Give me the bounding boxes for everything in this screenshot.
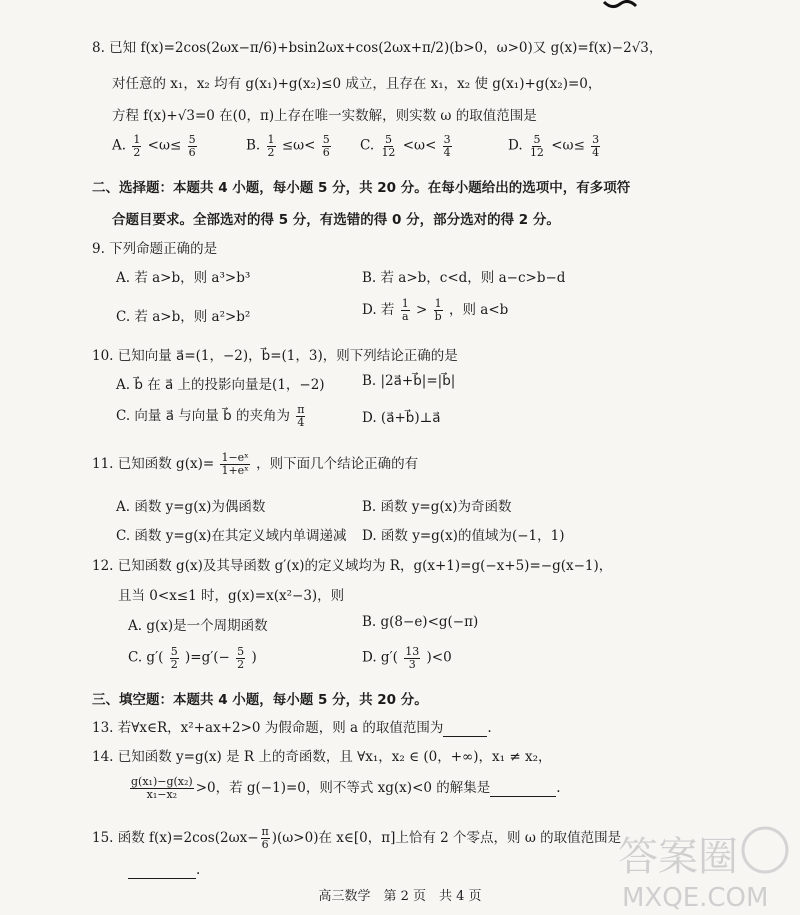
q13-answer-blank[interactable] <box>443 720 487 737</box>
q10-option-d[interactable]: D. (a⃗+b⃗)⊥a⃗ <box>362 410 441 426</box>
q8-option-b[interactable]: B. $\frac{1}{2}$ ≤ω< $\frac{5}{6}$ <box>246 133 330 159</box>
q8-option-a[interactable]: A. $\frac{1}{2}$ <ω≤ $\frac{5}{6}$ <box>112 133 196 159</box>
q12-option-c[interactable]: C. g′( $\frac{5}{2}$ )=g′(− $\frac{5}{2}$ ) <box>128 645 257 671</box>
q12-line2: 且当 0<x≤1 时，g(x)=x(x²−3)，则 <box>118 588 345 604</box>
section2-line1: 二、选择题：本题共 4 小题，每小题 5 分，共 20 分。在每小题给出的选项中，有多项符 <box>92 180 631 196</box>
q12-option-a[interactable]: A. g(x)是一个周期函数 <box>128 618 268 634</box>
q10-option-b[interactable]: B. |2a⃗+b⃗|=|b⃗| <box>362 373 456 389</box>
section3-header: 三、填空题：本题共 4 小题，每小题 5 分，共 20 分。 <box>92 692 428 708</box>
q10-option-c[interactable]: C. 向量 a⃗ 与向量 b⃗ 的夹角为 $\frac{\pi}{4}$ <box>116 403 305 429</box>
svg-text:MXQE.COM: MXQE.COM <box>622 883 769 913</box>
q10-option-a[interactable]: A. b⃗ 在 a⃗ 上的投影向量是(1，−2) <box>116 377 325 393</box>
q8-option-c[interactable]: C. $\frac{5}{12}$ <ω< $\frac{3}{4}$ <box>360 133 451 159</box>
section2-line2: 合题目要求。全部选对的得 5 分，有选错的得 0 分，部分选对的得 2 分。 <box>112 212 560 228</box>
q13: 13. 若∀x∈R，x²+ax+2>0 为假命题，则 a 的取值范围为 . <box>92 720 492 736</box>
watermark-logo-icon <box>600 818 795 913</box>
q11-option-c[interactable]: C. 函数 y=g(x)在其定义域内单调递减 <box>116 528 347 544</box>
q9-option-c[interactable]: C. 若 a>b，则 a²>b² <box>116 309 251 325</box>
q11-option-a[interactable]: A. 函数 y=g(x)为偶函数 <box>116 499 266 515</box>
corner-mark-icon <box>602 0 638 10</box>
svg-text:答案圈: 答案圈 <box>618 834 738 880</box>
q8-line3: 方程 f(x)+√3=0 在(0，π)上存在唯一实数解，则实数 ω 的取值范围是 <box>112 108 537 124</box>
q15-answer-blank[interactable] <box>128 862 196 879</box>
q9-stem: 9. 下列命题正确的是 <box>92 241 218 257</box>
q15-answer-line: . <box>128 862 200 879</box>
q12-option-b[interactable]: B. g(8−e)<g(−π) <box>362 614 479 630</box>
q14-line2: $\frac{\text{g(x₁)−g(x₂)}}{\text{x₁−x₂}}$ >0，若 g(−1)=0，则不等式 xg(x)<0 的解集是 . <box>131 775 561 801</box>
q8-line2: 对任意的 x₁，x₂ 均有 g(x₁)+g(x₂)≤0 成立，且存在 x₁，x₂ 使 g(x₁)+g(x₂)=0， <box>112 76 602 92</box>
q11-stem: 11. 已知函数 g(x)= $\frac{\text{1−eˣ}}{\text{1+eˣ}}$ ，则下面几个结论正确的有 <box>92 451 419 477</box>
q11-option-b[interactable]: B. 函数 y=g(x)为奇函数 <box>362 499 512 515</box>
q11-option-d[interactable]: D. 函数 y=g(x)的值域为(−1，1) <box>362 528 565 544</box>
page-footer: 高三数学 第 2 页 共 4 页 <box>318 889 482 904</box>
q15: 15. 函数 f(x)=2cos(2ωx− $\frac{\pi}{6}$ )(ω>0)在 x∈[0，π]上恰有 2 个零点，则 ω 的取值范围是 <box>92 825 622 851</box>
q14-answer-blank[interactable] <box>490 780 556 797</box>
q9-option-b[interactable]: B. 若 a>b，c<d，则 a−c>b−d <box>362 270 566 286</box>
q8-option-d[interactable]: D. $\frac{5}{12}$ <ω≤ $\frac{3}{4}$ <box>508 133 600 159</box>
q14-line1: 14. 已知函数 y=g(x) 是 R 上的奇函数，且 ∀x₁，x₂ ∈ (0，+∞)，x₁ ≠ x₂， <box>92 749 552 765</box>
q8-line1: 8. 已知 f(x)=2cos(2ωx−π/6)+bsin2ωx+cos(2ωx+π/2)(b>0，ω>0)又 g(x)=f(x)−2√3， <box>92 40 663 56</box>
q9-option-d[interactable]: D. 若 $\frac{1}{a}$ > $\frac{1}{b}$ ，则 a<b <box>362 297 509 323</box>
q12-line1: 12. 已知函数 g(x)及其导函数 g′(x)的定义域均为 R，g(x+1)=g(−x+5)=−g(x−1)， <box>92 558 613 574</box>
q9-option-a[interactable]: A. 若 a>b，则 a³>b³ <box>116 270 251 286</box>
q12-option-d[interactable]: D. g′( $\frac{13}{3}$ )<0 <box>362 645 452 671</box>
q8-a-right-fraction: $\frac{5}{6}$ <box>188 133 196 159</box>
q8-a-left-fraction: $\frac{1}{2}$ <box>133 133 141 159</box>
q10-stem: 10. 已知向量 a⃗=(1，−2)，b⃗=(1，3)，则下列结论正确的是 <box>92 348 458 364</box>
